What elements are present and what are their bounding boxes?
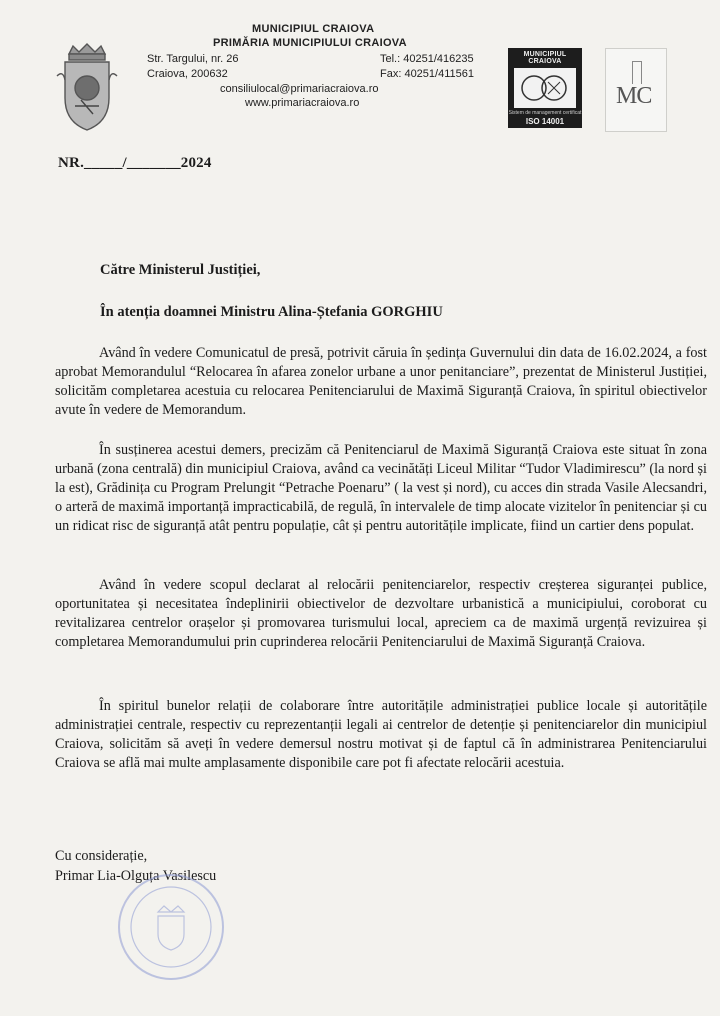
cert-mark-icon	[514, 68, 576, 108]
mc-logo-icon	[605, 48, 667, 132]
mc-logo-bar	[632, 61, 642, 84]
iso-badge-title: MUNICIPIUL CRAIOVA	[523, 51, 567, 65]
closing-salutation: Cu considerație,	[55, 848, 148, 864]
header-city: Craiova, 200632	[147, 68, 228, 80]
paragraph: În spiritul bunelor relații de colaborare între autoritățile administrației publice locale și autoritățile administrației centrale, respectiv cu reprezentanții legali ai centrelor de detenție și penitenciarelor din municipiul Craiova, solicităm să aveți în vedere demersul nostru motivat și de faptul că în administrarea Penitenciarului Craiova se află mai multe amplasamente disponibile care pot fi afectate relocării acestuia.	[55, 698, 707, 771]
official-stamp-icon	[116, 872, 226, 982]
registration-number: NR._____/_______2024	[58, 155, 212, 171]
mc-logo-mark: MC	[616, 83, 652, 109]
header-municipality: MUNICIPIUL CRAIOVA	[252, 23, 375, 35]
header-email: consiliulocal@primariacraiova.ro	[220, 83, 379, 95]
iso-badge-caption: Sistem de management certificat	[508, 110, 582, 116]
paragraph: Având în vedere Comunicatul de presă, potrivit căruia în ședința Guvernului din data de 16.02.2024, a fost aprobat Memorandulul “Relocarea în afarea zonelor urbane a unor penitanciare”, prezentat de Ministerul Justiției, solicităm completarea acestuia cu relocarea Penitenciarului de Maximă Siguranță Craiova, în spiritul obiectivelor avute în vedere de Memorandum.	[55, 345, 707, 418]
paragraph: În susținerea acestui demers, precizăm că Penitenciarul de Maximă Siguranță Craiova este situat în zona urbană (zona centrală) din municipiul Craiova, având ca vecinătăți Liceul Militar “Tudor Vladimirescu” (la nord și la est), Grădinița cu Program Prelungit “Petrache Poenaru” ( la vest și nord), cu acces din strada Vasile Alecsandri, o arteră de maximă importanță impracticabilă, de regulă, în intervalele de timp alocate vizitelor în penitenciar și cu un ridicat risc de siguranță atât pentru populație, cât și pentru autoritățile implicate, fiind un cartier dens populat.	[55, 442, 707, 534]
iso-badge-standard: ISO 14001	[525, 117, 565, 126]
attention-line: În atenția doamnei Ministru Alina-Ștefania GORGHIU	[100, 304, 443, 320]
signatory-name: Primar Lia-Olguța Vasilescu	[55, 868, 217, 884]
header-website: www.primariacraiova.ro	[245, 97, 360, 109]
header-fax: Fax: 40251/411561	[380, 68, 474, 80]
header-street: Str. Targului, nr. 26	[147, 53, 239, 65]
header-city-hall: PRIMĂRIA MUNICIPIULUI CRAIOVA	[213, 37, 407, 49]
iso-cert-logo-icon	[514, 68, 576, 108]
iso-certification-badge	[508, 48, 582, 128]
coat-of-arms-icon	[55, 40, 119, 132]
paragraph: Având în vedere scopul declarat al relocării penitenciarelor, respectiv creșterea siguranței publice, oportunitatea și necesitatea îndeplinirii obiectivelor de dezvoltare urbanistică a municipiului, coroborat cu revitalizarea centrelor orașelor și promovarea turismului local, apreciem ca de maximă urgență revizuirea și completarea Memorandumului prin cuprinderea relocării Penitenciarului de Maximă Siguranță Craiova.	[55, 577, 707, 650]
recipient-line: Către Ministerul Justiției,	[100, 262, 261, 278]
header-tel: Tel.: 40251/416235	[380, 53, 474, 65]
